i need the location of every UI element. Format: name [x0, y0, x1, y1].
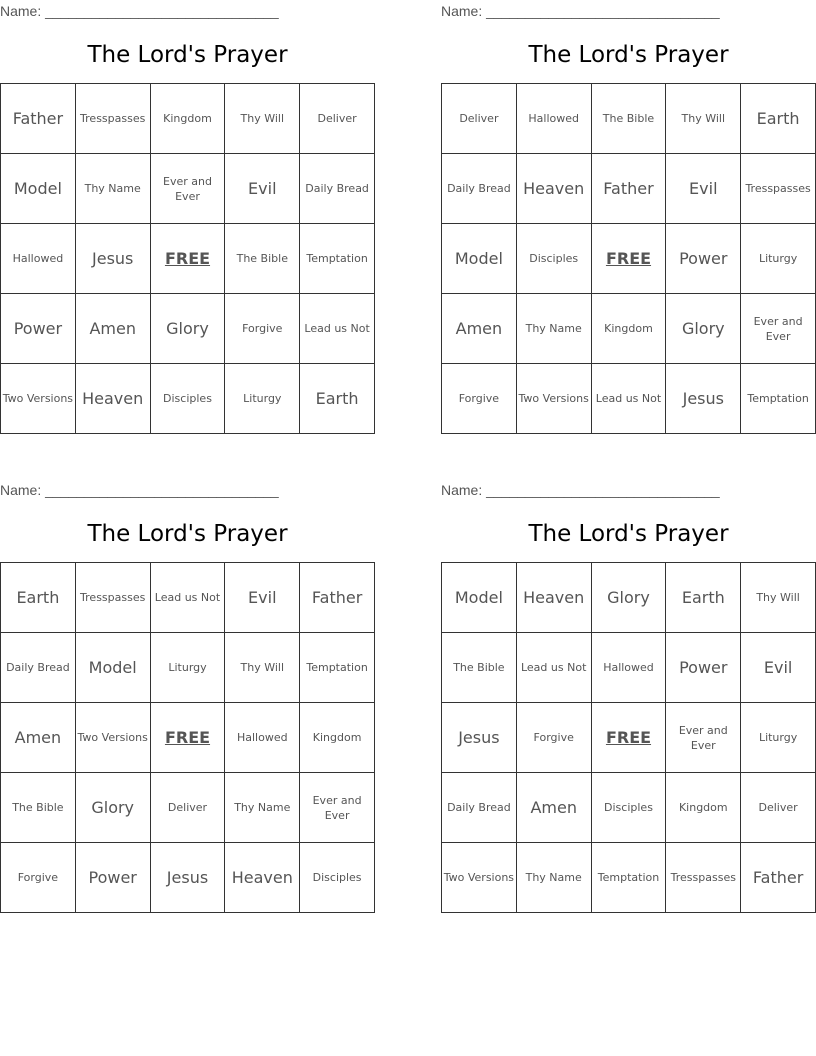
- bingo-cell: Kingdom: [666, 773, 741, 843]
- bingo-cell: Model: [1, 154, 76, 224]
- bingo-cell: Disciples: [300, 843, 375, 913]
- bingo-cell: Model: [442, 224, 517, 294]
- bingo-cell: Heaven: [76, 364, 151, 434]
- bingo-cell: Disciples: [592, 773, 667, 843]
- card-title: The Lord's Prayer: [87, 521, 288, 547]
- name-field-label: Name: ______________________________: [441, 3, 720, 19]
- bingo-cell: Forgive: [225, 294, 300, 364]
- bingo-cell: Ever and Ever: [741, 294, 816, 364]
- bingo-cell: Model: [76, 633, 151, 703]
- bingo-cell: Temptation: [592, 843, 667, 913]
- bingo-cell: Power: [666, 224, 741, 294]
- bingo-cell: Two Versions: [76, 703, 151, 773]
- bingo-cell: Glory: [592, 563, 667, 633]
- card-title: The Lord's Prayer: [528, 521, 729, 547]
- bingo-cell: Earth: [300, 364, 375, 434]
- bingo-cell: Father: [1, 84, 76, 154]
- bingo-cell: Ever and Ever: [666, 703, 741, 773]
- bingo-cell: Lead us Not: [592, 364, 667, 434]
- bingo-cell: Glory: [666, 294, 741, 364]
- bingo-cell: Two Versions: [1, 364, 76, 434]
- bingo-grid: [0, 562, 375, 913]
- bingo-cell: Thy Name: [517, 294, 592, 364]
- bingo-cell: Lead us Not: [151, 563, 226, 633]
- bingo-cell: Thy Will: [225, 84, 300, 154]
- bingo-cell: Heaven: [225, 843, 300, 913]
- bingo-cell: The Bible: [442, 633, 517, 703]
- bingo-card: [441, 0, 816, 434]
- bingo-cell: Daily Bread: [300, 154, 375, 224]
- bingo-cell: The Bible: [1, 773, 76, 843]
- bingo-cell: Daily Bread: [1, 633, 76, 703]
- bingo-cell: Hallowed: [592, 633, 667, 703]
- card-title: The Lord's Prayer: [87, 42, 288, 68]
- bingo-cell: Daily Bread: [442, 773, 517, 843]
- bingo-cell: Amen: [1, 703, 76, 773]
- bingo-grid: [441, 562, 816, 913]
- bingo-cell: Deliver: [300, 84, 375, 154]
- bingo-cell: Evil: [666, 154, 741, 224]
- bingo-cell: Daily Bread: [442, 154, 517, 224]
- free-cell: FREE: [592, 703, 667, 773]
- bingo-cell: Jesus: [76, 224, 151, 294]
- bingo-cell: Kingdom: [300, 703, 375, 773]
- bingo-cell: The Bible: [225, 224, 300, 294]
- bingo-card: [0, 479, 375, 913]
- bingo-cell: Tresspasses: [76, 563, 151, 633]
- name-field-label: Name: ______________________________: [441, 482, 720, 498]
- bingo-cell: Amen: [76, 294, 151, 364]
- bingo-cell: Father: [300, 563, 375, 633]
- bingo-cell: Lead us Not: [517, 633, 592, 703]
- bingo-cell: Liturgy: [741, 224, 816, 294]
- bingo-cell: Power: [1, 294, 76, 364]
- bingo-cell: Amen: [517, 773, 592, 843]
- bingo-cell: Kingdom: [151, 84, 226, 154]
- bingo-cell: Evil: [741, 633, 816, 703]
- bingo-cell: Deliver: [442, 84, 517, 154]
- bingo-card: [441, 479, 816, 913]
- bingo-cell: Thy Will: [741, 563, 816, 633]
- bingo-cell: Liturgy: [225, 364, 300, 434]
- bingo-cell: Glory: [76, 773, 151, 843]
- bingo-cell: Father: [592, 154, 667, 224]
- bingo-card: [0, 0, 375, 434]
- bingo-cell: Thy Will: [666, 84, 741, 154]
- card-title: The Lord's Prayer: [528, 42, 729, 68]
- bingo-grid: [441, 83, 816, 434]
- bingo-cell: Forgive: [442, 364, 517, 434]
- bingo-cell: Glory: [151, 294, 226, 364]
- bingo-cell: Amen: [442, 294, 517, 364]
- bingo-cell: Two Versions: [517, 364, 592, 434]
- bingo-cell: Heaven: [517, 154, 592, 224]
- bingo-grid: [0, 83, 375, 434]
- bingo-cell: Deliver: [741, 773, 816, 843]
- free-cell: FREE: [151, 703, 226, 773]
- bingo-cell: Heaven: [517, 563, 592, 633]
- bingo-cell: Tresspasses: [666, 843, 741, 913]
- bingo-cell: Hallowed: [225, 703, 300, 773]
- bingo-cell: Model: [442, 563, 517, 633]
- bingo-cell: Thy Name: [76, 154, 151, 224]
- bingo-cell: Jesus: [666, 364, 741, 434]
- bingo-cell: Hallowed: [517, 84, 592, 154]
- bingo-cell: Hallowed: [1, 224, 76, 294]
- bingo-cell: Evil: [225, 563, 300, 633]
- bingo-cell: Power: [666, 633, 741, 703]
- bingo-cell: Liturgy: [741, 703, 816, 773]
- bingo-cell: Kingdom: [592, 294, 667, 364]
- name-field-label: Name: ______________________________: [0, 3, 279, 19]
- bingo-cell: Temptation: [300, 224, 375, 294]
- bingo-cell: Tresspasses: [76, 84, 151, 154]
- bingo-cell: Earth: [741, 84, 816, 154]
- bingo-cell: Earth: [1, 563, 76, 633]
- bingo-cell: Two Versions: [442, 843, 517, 913]
- bingo-cell: Forgive: [517, 703, 592, 773]
- name-field-label: Name: ______________________________: [0, 482, 279, 498]
- bingo-cell: Evil: [225, 154, 300, 224]
- bingo-cell: Thy Name: [517, 843, 592, 913]
- bingo-cell: Tresspasses: [741, 154, 816, 224]
- bingo-cell: Temptation: [300, 633, 375, 703]
- bingo-cell: Jesus: [151, 843, 226, 913]
- bingo-cell: The Bible: [592, 84, 667, 154]
- bingo-cell: Father: [741, 843, 816, 913]
- bingo-cell: Disciples: [151, 364, 226, 434]
- bingo-cell: Temptation: [741, 364, 816, 434]
- free-cell: FREE: [151, 224, 226, 294]
- bingo-cell: Thy Name: [225, 773, 300, 843]
- bingo-cell: Ever and Ever: [300, 773, 375, 843]
- bingo-cell: Earth: [666, 563, 741, 633]
- bingo-cell: Thy Will: [225, 633, 300, 703]
- free-cell: FREE: [592, 224, 667, 294]
- bingo-cell: Lead us Not: [300, 294, 375, 364]
- bingo-cell: Liturgy: [151, 633, 226, 703]
- bingo-cell: Power: [76, 843, 151, 913]
- bingo-cell: Forgive: [1, 843, 76, 913]
- bingo-cell: Ever and Ever: [151, 154, 226, 224]
- bingo-cell: Disciples: [517, 224, 592, 294]
- bingo-cell: Deliver: [151, 773, 226, 843]
- bingo-cell: Jesus: [442, 703, 517, 773]
